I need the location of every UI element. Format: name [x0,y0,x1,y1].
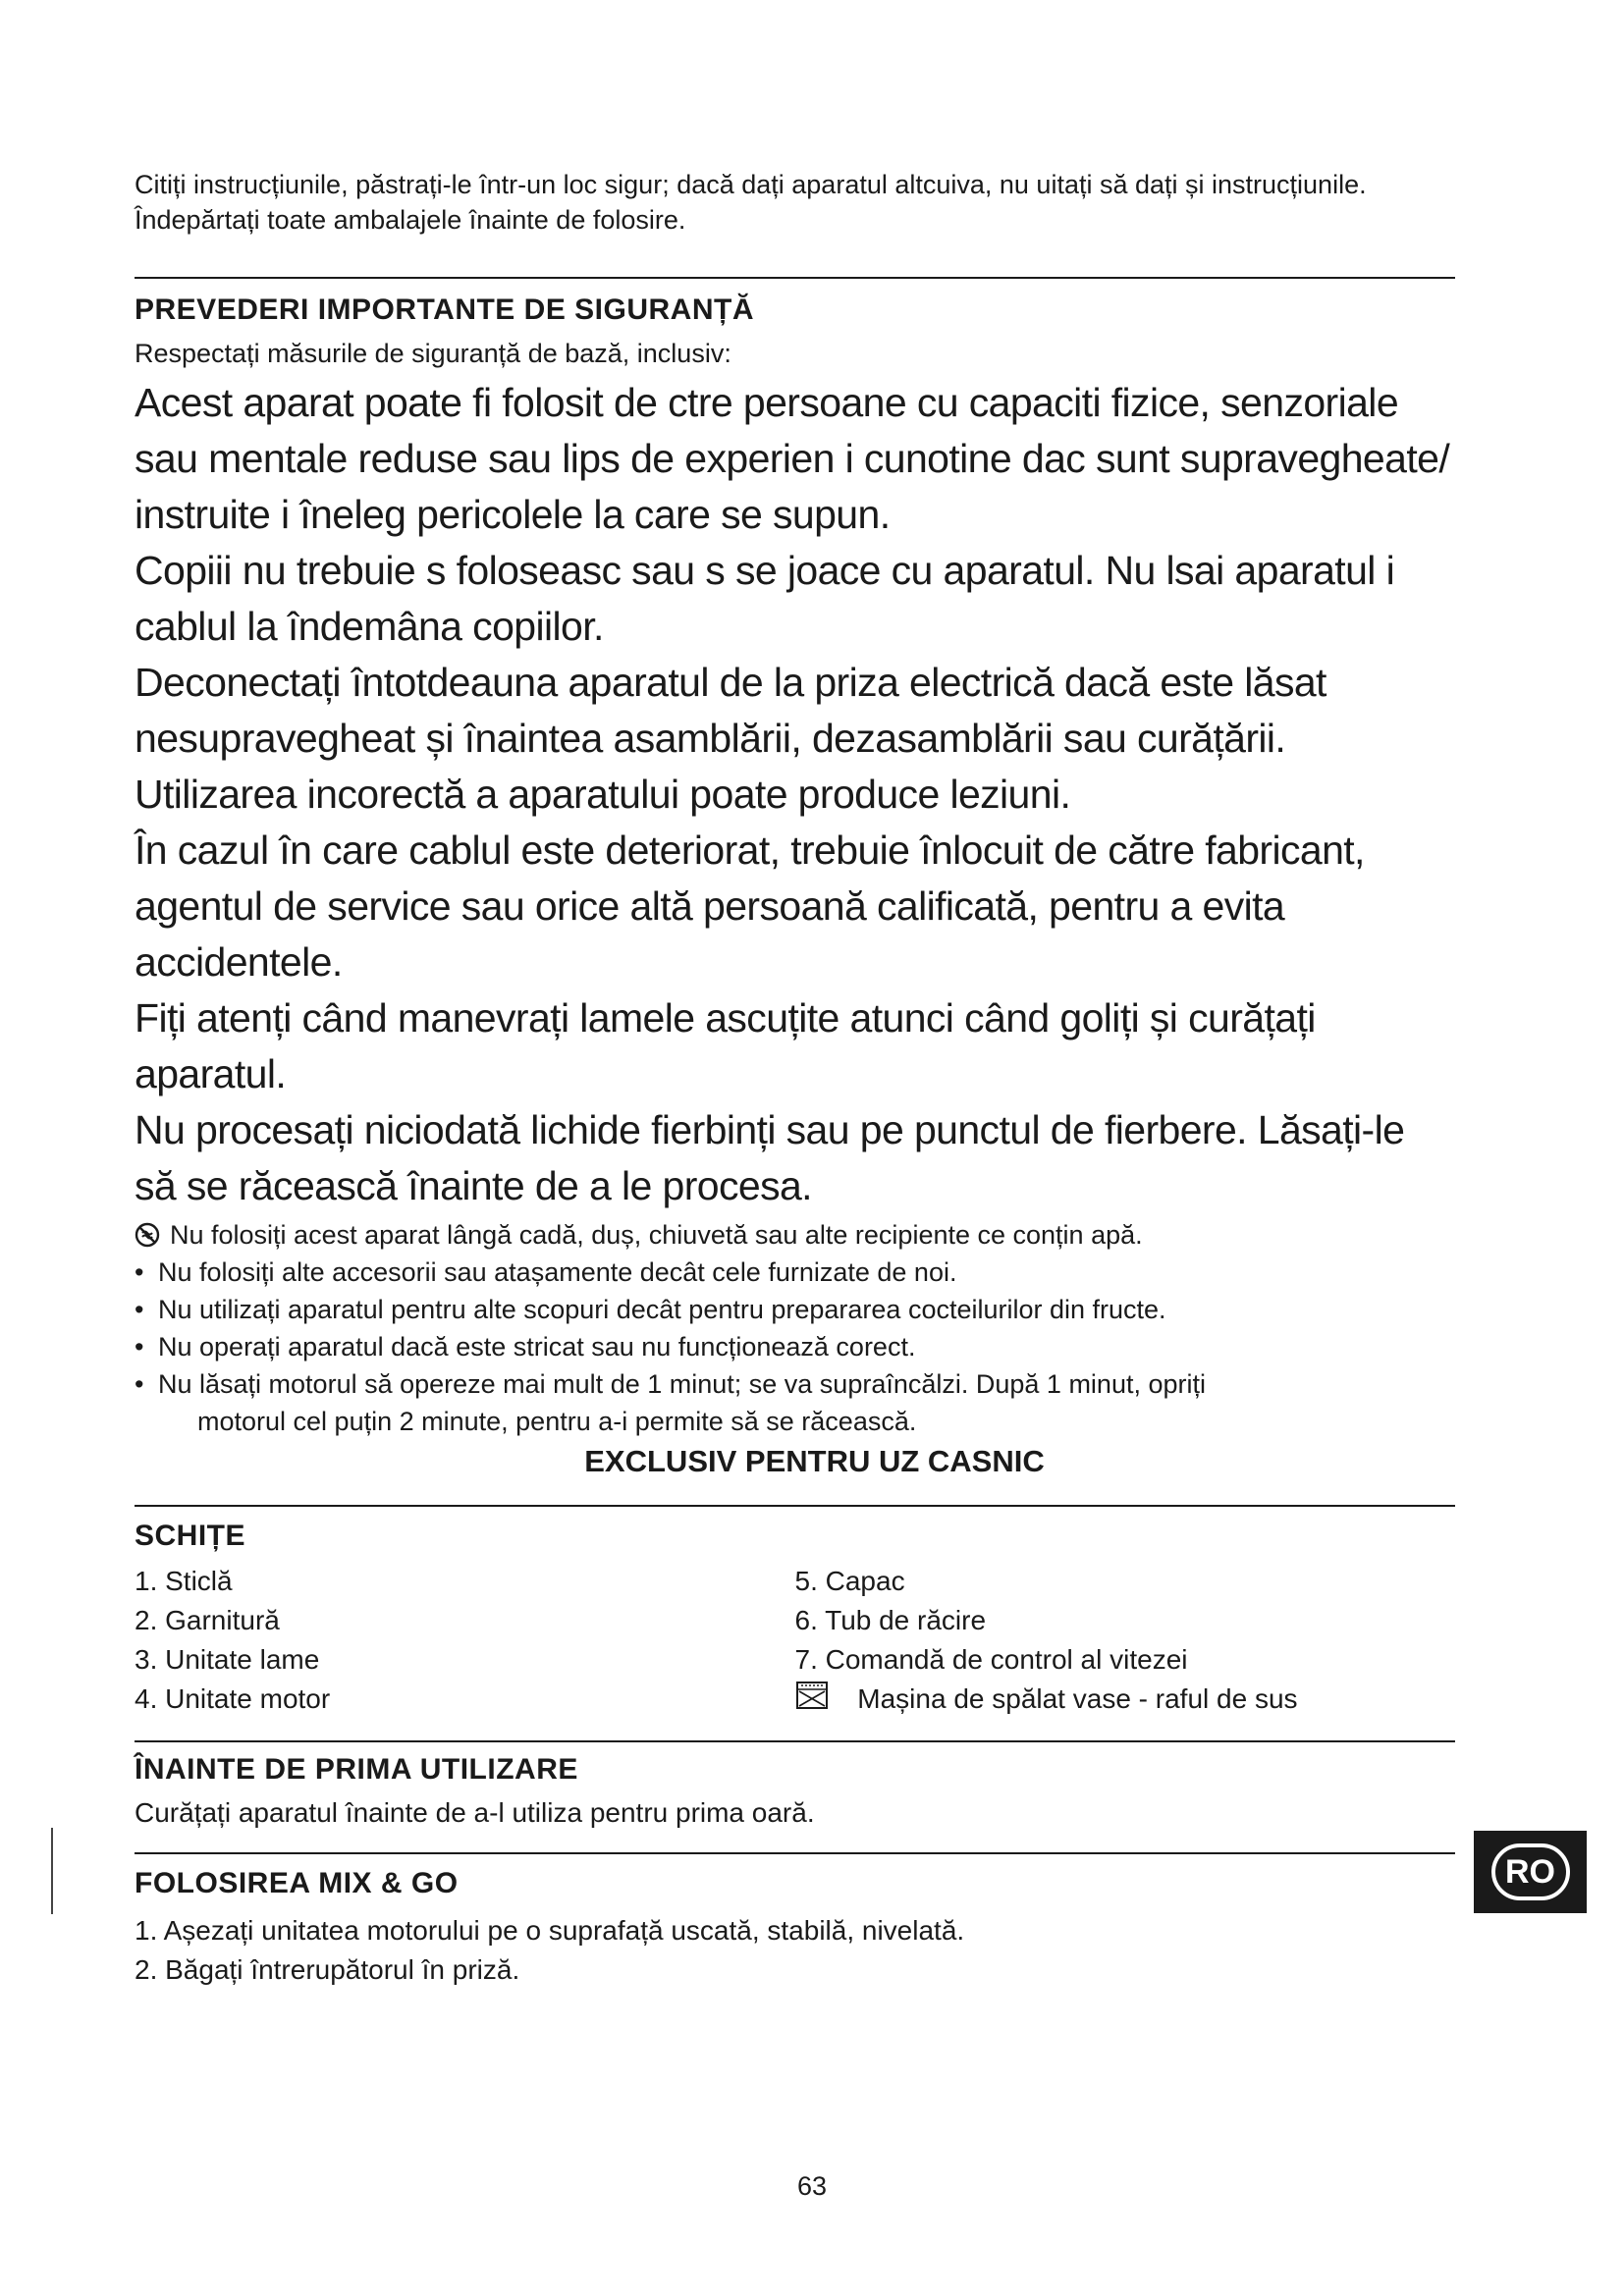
section-divider [135,1505,1455,1507]
intro-text: Citiți instrucțiunile, păstrați-le într-un loc sigur; dacă dați aparatul altcuiva, nu uitați să dați și instrucțiunile. Îndepărtați toate ambalajele înainte de folosire. [135,170,1367,235]
safety-item: Utilizarea incorectă a aparatului poate produce leziuni. [135,772,1071,817]
page-number: 63 [796,2171,828,2201]
before-use-text: Curățați aparatul înainte de a-l utiliza pentru prima oară. [135,1797,815,1829]
parts-columns [135,1562,1455,1721]
step-item: 2. Băgați întrerupătorul în priză. [135,1954,520,1986]
margin-mark [51,1828,53,1914]
bullet-item [135,1254,1455,1291]
household-use-note: EXCLUSIV PENTRU UZ CASNIC [584,1444,1045,1478]
manual-page [135,167,1455,1990]
bullet-item [135,1328,1455,1365]
bullet-dot: • [135,1295,144,1324]
bullet-text: Nu folosiți alte accesorii sau atașamente decât cele furnizate de noi. [158,1257,957,1287]
safety-subtitle: Respectați măsurile de siguranță de bază, inclusiv: [135,339,731,368]
safety-small-list [135,1216,1455,1440]
before-use-title: ÎNAINTE DE PRIMA UTILIZARE [135,1753,578,1787]
part-item: 4. Unitate motor [135,1683,331,1714]
bullet-item [135,1291,1455,1328]
language-code: RO [1491,1843,1570,1900]
using-section [135,1864,1455,1990]
safety-section [135,291,1455,1483]
safety-item: Fiți atenți când manevrați lamele ascuțite atunci când goliți și curățați aparatul. [135,995,1316,1096]
parts-left-column [135,1562,795,1721]
using-title: FOLOSIREA MIX & GO [135,1867,459,1900]
part-item: 3. Unitate lame [135,1644,320,1675]
dishwasher-text: Mașina de spălat vase - raful de sus [857,1683,1298,1714]
no-water-icon [135,1216,160,1257]
safety-big-list [135,375,1455,1214]
bullet-item [135,1365,1455,1440]
bullet-dot: • [135,1332,144,1362]
safety-item: Deconectați întotdeauna aparatul de la priza electrică dacă este lăsat nesupravegheat și înaintea asamblării, dezasamblării sau curățării. [135,660,1326,761]
safety-item: Nu procesați niciodată lichide fierbinți sau pe punctul de fierbere. Lăsați-le să se răcească înainte de a le procesa. [135,1107,1405,1208]
section-divider [135,277,1455,279]
safety-item: Copiii nu trebuie s foloseasc sau s se joace cu aparatul. Nu lsai aparatul i cablul la îndemâna copiilor. [135,548,1395,649]
dishwasher-icon [795,1681,829,1721]
bullet-text: Nu utilizați aparatul pentru alte scopuri decât pentru prepararea cocteilurilor din fructe. [158,1295,1166,1324]
language-badge [1474,1831,1587,1913]
bullet-dot: • [135,1369,144,1399]
part-item: 5. Capac [794,1566,905,1596]
parts-section [135,1517,1455,1721]
water-warning-item [135,1216,1455,1254]
parts-right-column [795,1562,1456,1721]
bullet-text-continued: motorul cel puțin 2 minute, pentru a-i permite să se răcească. [197,1407,917,1436]
safety-title: PREVEDERI IMPORTANTE DE SIGURANȚĂ [135,294,754,326]
part-item: 7. Comandă de control al vitezei [794,1644,1188,1675]
section-divider [135,1852,1455,1854]
section-divider [135,1740,1455,1742]
using-steps [135,1911,1455,1990]
dishwasher-item [795,1680,1456,1721]
parts-title: SCHIȚE [135,1520,246,1552]
step-item: 1. Așezați unitatea motorului pe o suprafață uscată, stabilă, nivelată. [135,1915,965,1947]
bullet-dot: • [135,1257,144,1287]
safety-item: În cazul în care cablul este deteriorat, trebuie înlocuit de către fabricant, agentul de service sau orice altă persoană calificată, pentru a evita accidentele. [135,828,1365,985]
bullet-text: Nu operați aparatul dacă este stricat sau nu funcționează corect. [158,1332,916,1362]
water-warning-text: Nu folosiți acest aparat lângă cadă, duș, chiuvetă sau alte recipiente ce conțin apă. [170,1220,1143,1250]
bullet-text: Nu lăsați motorul să opereze mai mult de 1 minut; se va supraîncălzi. După 1 minut, opriți [158,1369,1206,1399]
part-item: 6. Tub de răcire [794,1605,987,1635]
part-item: 2. Garnitură [135,1605,280,1635]
part-item: 1. Sticlă [135,1566,233,1596]
before-use-section [135,1750,1455,1831]
safety-item: Acest aparat poate fi folosit de ctre persoane cu capaciti fizice, senzoriale sau mentale reduse sau lips de experien i cunotine dac sunt supravegheate/ instruite i îneleg pericolele la care se supun. [135,380,1450,537]
